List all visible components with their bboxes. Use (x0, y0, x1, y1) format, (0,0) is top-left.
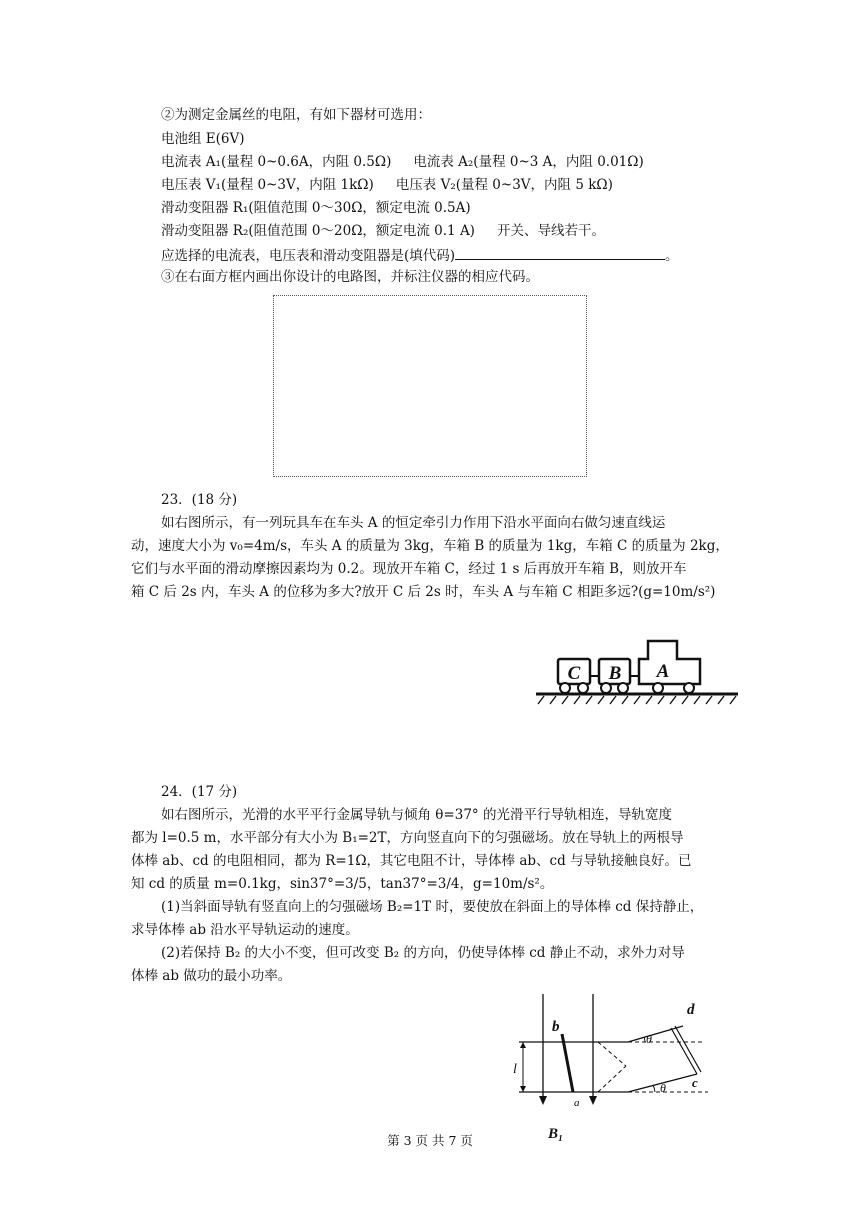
toy-train-figure (532, 632, 742, 710)
page-footer: 第 3 页 共 7 页 (387, 1133, 473, 1148)
label-theta-bottom: θ (660, 1081, 666, 1095)
rheostat-r2: 滑动变阻器 R₂(阻值范围 0～20Ω，额定电流 0.1 A) (161, 223, 475, 239)
label-a: A (656, 661, 670, 682)
voltmeter-v1: 电压表 V₁(量程 0~3V，内阻 1kΩ) (161, 177, 374, 193)
q24-line-1: 如右图所示，光滑的水平平行金属导轨与倾角 θ=37° 的光滑平行导轨相连，导轨宽度 (161, 807, 672, 823)
q23-line-3: 它们与水平面的滑动摩擦因素均为 0.2。现放开车箱 C，经过 1 s 后再放开车箱 B，则放开车 (131, 561, 687, 577)
label-b: b (552, 1019, 560, 1035)
q24-line-2: 都为 l=0.5 m，水平部分有大小为 B₁=2T，方向竖直向下的匀强磁场。放在导轨上的两根导 (131, 830, 684, 846)
label-l: l (513, 1062, 517, 1077)
q24-line-4: 知 cd 的质量 m=0.1kg，sin37°=3/5，tan37°=3/4，g=10m/s²。 (131, 876, 554, 892)
label-a: a (574, 1097, 580, 1109)
q23-line-2: 动，速度大小为 v₀=4m/s，车头 A 的质量为 3kg，车箱 B 的质量为 1kg，车箱 C 的质量为 2kg， (131, 538, 729, 554)
q22-choose-line (161, 245, 679, 265)
q22-part3: ③在右面方框内画出你设计的电路图，并标注仪器的相应代码。 (161, 269, 539, 285)
answer-blank[interactable] (455, 245, 665, 260)
voltmeter-v2: 电压表 V₂(量程 0~3V，内阻 5 kΩ) (395, 177, 613, 193)
q22-rheostat1: 滑动变阻器 R₁(阻值范围 0～30Ω，额定电流 0.5A) (161, 200, 471, 216)
label-c: c (692, 1075, 698, 1090)
q24-line-7: (2)若保持 B₂ 的大小不变，但可改变 B₂ 的方向，仍使导体棒 cd 静止不动，求外力对导 (161, 945, 685, 961)
label-c: C (567, 663, 581, 684)
q23-line-1: 如右图所示，有一列玩具车在车头 A 的恒定牵引力作用下沿水平面向右做匀速直线运 (161, 515, 666, 531)
q24-line-8: 体棒 ab 做功的最小功率。 (131, 968, 292, 984)
q22-part2-intro: ②为测定金属丝的电阻，有如下器材可选用： (161, 107, 431, 123)
label-theta-top: θ (646, 1032, 652, 1046)
locomotive-a (639, 641, 700, 684)
switch-wires: 开关、导线若干。 (496, 223, 605, 239)
q24-line-6: 求导体棒 ab 沿水平导轨运动的速度。 (131, 922, 359, 938)
q23-heading: 23．(18 分) (161, 492, 238, 508)
q24-line-5: (1)当斜面导轨有竖直向上的匀强磁场 B₂=1T 时，要使放在斜面上的导体棒 cd 保持静止， (161, 899, 704, 915)
q23-line-4: 箱 C 后 2s 内，车头 A 的位移为多大?放开 C 后 2s 时，车头 A 与车箱 C 相距多远?(g=10m/s²) (131, 584, 716, 600)
q22-ammeters-line (161, 153, 644, 171)
label-d: d (687, 1002, 695, 1018)
choose-prompt: 应选择的电流表，电压表和滑动变阻器是(填代码) (161, 248, 456, 264)
label-b: B (608, 663, 622, 684)
ammeter-a2: 电流表 A₂(量程 0~3 A，内阻 0.01Ω) (413, 154, 644, 170)
q22-voltmeters-line (161, 176, 613, 194)
choose-end: 。 (665, 248, 679, 264)
circuit-drawing-box[interactable] (273, 295, 587, 477)
q24-line-3: 体棒 ab、cd 的电阻相同，都为 R=1Ω，其它电阻不计，导体棒 ab、cd 与导轨接触良好。已 (131, 853, 692, 869)
q22-rheostat2-line (161, 222, 605, 240)
q24-heading: 24．(17 分) (161, 784, 238, 800)
q22-battery: 电池组 E(6V) (161, 131, 245, 147)
rails-figure (503, 992, 718, 1142)
ammeter-a1: 电流表 A₁(量程 0~0.6A，内阻 0.5Ω) (161, 154, 392, 170)
label-b1: B₁ (548, 1126, 564, 1142)
